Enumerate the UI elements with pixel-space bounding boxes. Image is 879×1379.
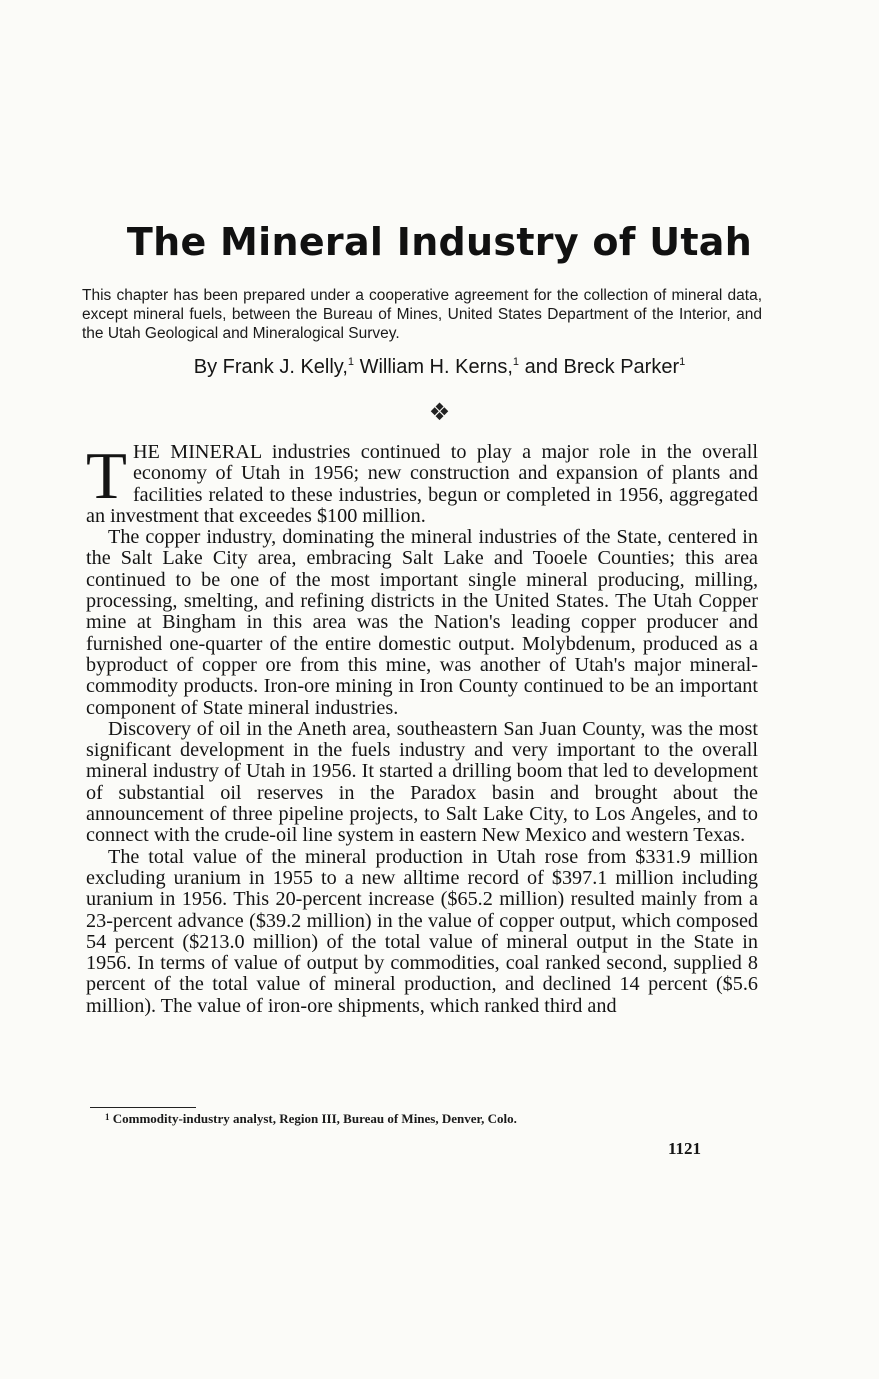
page-number: 1121 xyxy=(668,1139,702,1158)
footnote-marker: 1 xyxy=(512,356,520,368)
fleuron-ornament-icon: ❖ xyxy=(428,398,451,426)
footnote-text: Commodity-industry analyst, Region III, Bureau of Mines, Denver, Colo. xyxy=(112,1111,517,1126)
footnote xyxy=(105,1111,517,1127)
footnote-marker: 1 xyxy=(347,356,354,368)
body-text xyxy=(86,439,758,1017)
body-paragraph: The total value of the mineral production in Utah rose from $331.9 million excluding uranium in 1955 to a new alltime record of $397.1 million including uranium in 1956. This 20-percent increase ($65.2 million) resulted mainly from a 23-percent advance ($39.2 million) in the value of copper output, which composed 54 percent ($213.0 million) of the total value of mineral output in the State in 1956. In terms of value of output by commodities, coal ranked second, supplied 8 percent of the total value of mineral production, and declined 14 percent ($5.6 million). The value of iron-ore shipments, which ranked third and xyxy=(86,845,758,1017)
byline xyxy=(0,356,879,379)
author-name: William H. Kerns, xyxy=(359,356,513,378)
body-paragraph: The copper industry, dominating the mineral industries of the State, centered in the Salt Lake City area, embracing Salt Lake and Tooele Counties; this area continued to be one of the most important single mineral producing, milling, processing, smelting, and refining districts in the United States. The Utah Copper mine at Bingham in this area was the Nation's leading copper producer and furnished one-quarter of the entire domestic output. Molybdenum, produced as a byproduct of copper ore from this mine, was another of Utah's major mineral-commodity products. Iron-ore mining in Iron County continued to be an important component of State mineral industries. xyxy=(86,526,758,719)
footnote-marker: 1 xyxy=(679,356,686,368)
drop-cap: T xyxy=(86,439,127,513)
chapter-title: The Mineral Industry of Utah xyxy=(126,220,753,264)
footnote-marker: 1 xyxy=(105,1112,110,1122)
author-name: and Breck Parker xyxy=(524,356,680,378)
byline-prefix: By xyxy=(193,356,218,378)
author-name: Frank J. Kelly, xyxy=(222,356,348,378)
footnote-divider xyxy=(90,1107,196,1108)
paragraph-text: HE MINERAL industries continued to play a major role in the overall economy of Utah in 1956; new construction and expansion of plants and facilities related to these industries, begun or completed in 1956, aggregated an investment that exceedes $100 million. xyxy=(86,441,758,527)
body-paragraph xyxy=(86,439,758,527)
preface-note: This chapter has been prepared under a cooperative agreement for the collection of mineral data, except mineral fuels, between the Bureau of Mines, United States Department of the Interior, and the Utah Geological and Mineralogical Survey. xyxy=(82,287,762,342)
body-paragraph: Discovery of oil in the Aneth area, southeastern San Juan County, was the most significant development in the fuels industry and very important to the overall mineral industry of Utah in 1956. It started a drilling boom that led to development of substantial oil reserves in the Paradox basin and brought about the announcement of three pipeline projects, to Salt Lake City, to Los Angeles, and to connect with the crude-oil line system in eastern New Mexico and western Texas. xyxy=(86,717,758,847)
